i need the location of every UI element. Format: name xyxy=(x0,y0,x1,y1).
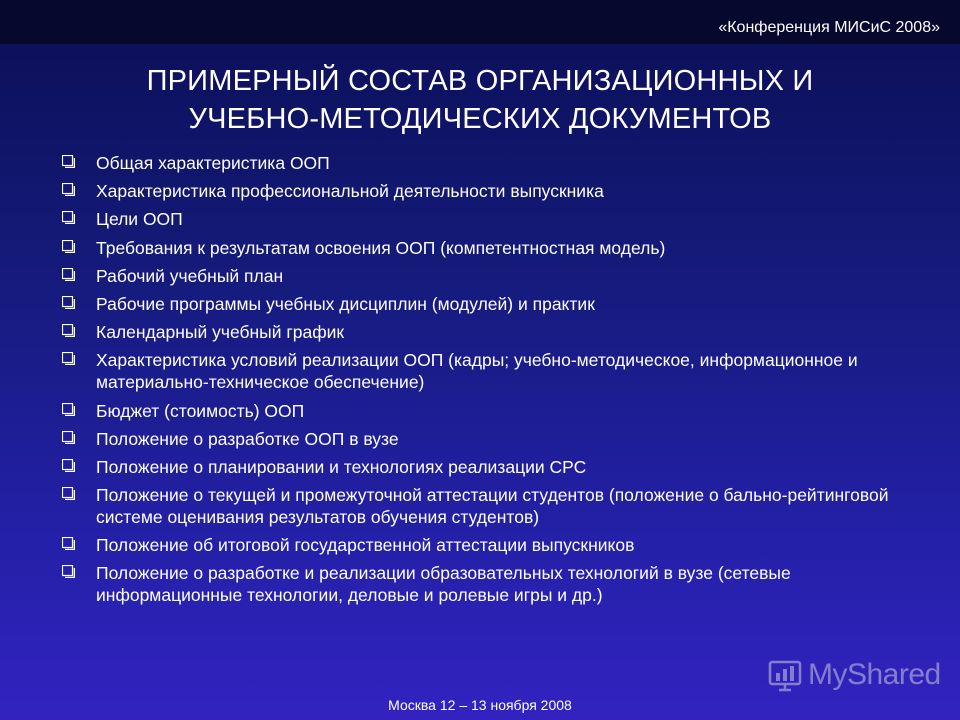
checkbox-bullet-icon xyxy=(62,211,75,224)
list-item-text: Бюджет (стоимость) ООП xyxy=(96,400,305,421)
list-item-text: Требования к результатам освоения ООП (компетентностная модель) xyxy=(96,237,666,258)
list-item-text: Цели ООП xyxy=(96,209,183,230)
checkbox-bullet-icon xyxy=(62,240,75,253)
footer-text: Москва 12 – 13 ноября 2008 xyxy=(388,697,572,713)
list-item-text: Рабочий учебный план xyxy=(96,265,284,286)
title-line-1: ПРИМЕРНЫЙ СОСТАВ ОРГАНИЗАЦИОННЫХ И xyxy=(146,65,814,97)
list-item-text: Характеристика профессиональной деятельности выпускника xyxy=(96,181,604,202)
list-item xyxy=(58,484,918,528)
list-item xyxy=(58,152,918,174)
myshared-watermark xyxy=(768,655,941,695)
list-item-text: Положение о планировании и технологиях реализации СРС xyxy=(96,456,587,477)
checkbox-bullet-icon xyxy=(62,431,75,444)
checkbox-bullet-icon xyxy=(62,537,75,550)
checkbox-bullet-icon xyxy=(62,403,75,416)
list-item xyxy=(58,349,918,393)
list-item xyxy=(58,293,918,315)
list-item-text: Положение о разработке и реализации образовательных технологий в вузе (сетевые информационные технологии, деловые и ролевые игры и др.) xyxy=(96,563,791,606)
list-item xyxy=(58,265,918,287)
watermark-text: MyShared xyxy=(808,658,941,691)
list-item-text: Положение об итоговой государственной аттестации выпускников xyxy=(96,535,635,556)
list-item xyxy=(58,534,918,556)
checkbox-bullet-icon xyxy=(62,155,75,168)
checkbox-bullet-icon xyxy=(62,296,75,309)
list-item xyxy=(58,237,918,259)
conference-label: «Конференция МИСиС 2008» xyxy=(718,19,940,36)
checkbox-bullet-icon xyxy=(62,487,75,500)
list-item xyxy=(58,456,918,478)
list-item xyxy=(58,400,918,422)
list-item-text: Положение о разработке ООП в вузе xyxy=(96,428,399,449)
checkbox-bullet-icon xyxy=(62,324,75,337)
checkbox-bullet-icon xyxy=(62,565,75,578)
checkbox-bullet-icon xyxy=(62,352,75,365)
slide-title xyxy=(40,62,920,138)
list-item xyxy=(58,428,918,450)
list-item xyxy=(58,321,918,343)
list-item xyxy=(58,562,918,606)
list-item-text: Положение о текущей и промежуточной аттестации студентов (положение о бально-рейтинговой системе оценивания результатов обучения студентов) xyxy=(96,485,889,528)
list-item xyxy=(58,208,918,230)
checkbox-bullet-icon xyxy=(62,183,75,196)
list-item-text: Общая характеристика ООП xyxy=(96,153,330,173)
list-item xyxy=(58,180,918,202)
list-item-text: Календарный учебный график xyxy=(96,322,345,343)
document-list xyxy=(58,152,918,613)
list-item-text: Рабочие программы учебных дисциплин (модулей) и практик xyxy=(96,293,595,314)
list-item-text: Характеристика условий реализации ООП (кадры; учебно-методическое, информационное и материально-техническое обеспечение) xyxy=(96,350,858,393)
checkbox-bullet-icon xyxy=(62,268,75,281)
checkbox-bullet-icon xyxy=(62,459,75,472)
presentation-logo-icon xyxy=(768,658,802,692)
title-line-2: УЧЕБНО-МЕТОДИЧЕСКИХ ДОКУМЕНТОВ xyxy=(188,103,772,135)
